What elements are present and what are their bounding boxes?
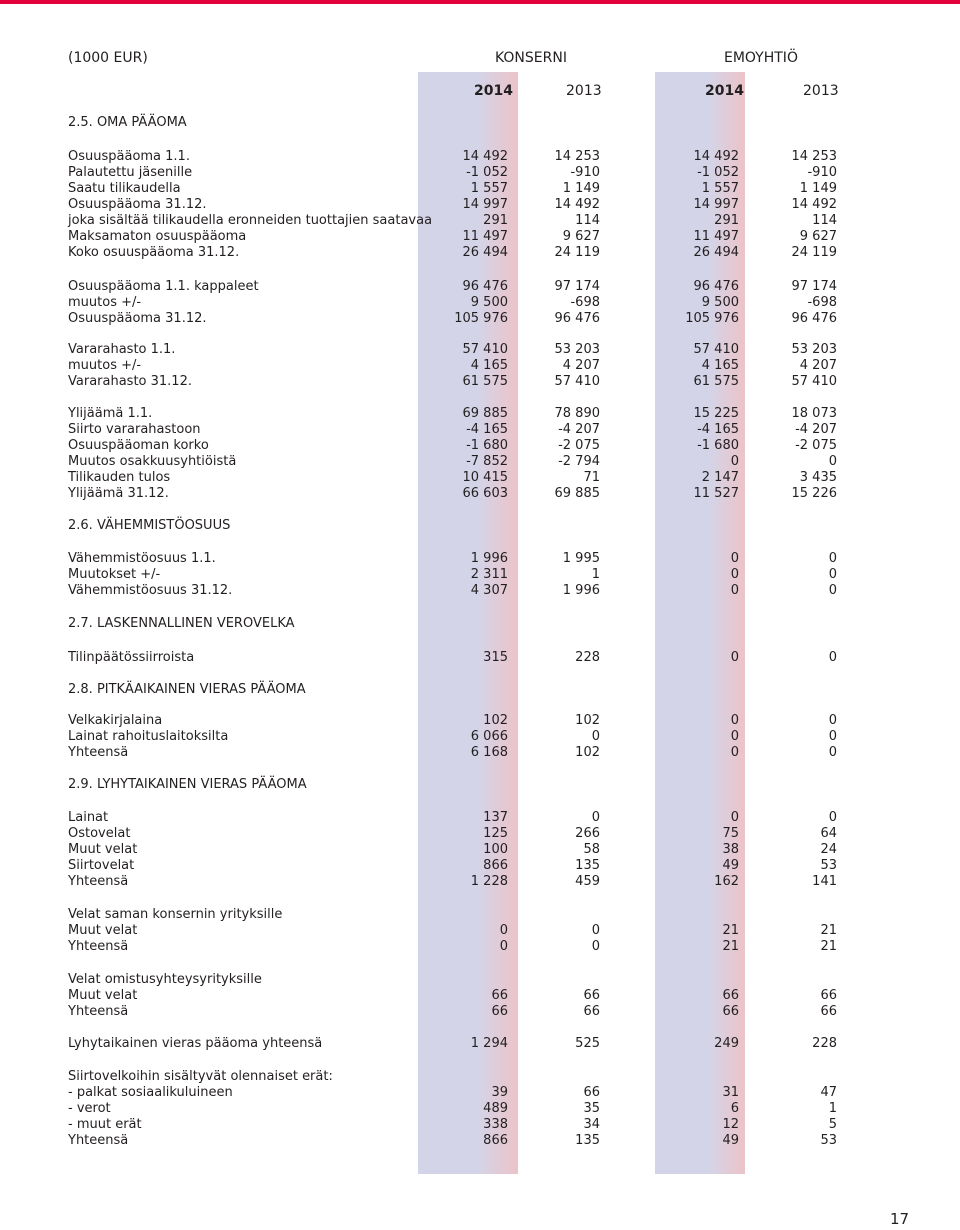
cell-emoyhtio-2013: 0 — [828, 567, 837, 582]
row-label: Koko osuuspääoma 31.12. — [68, 245, 240, 260]
cell-emoyhtio-2013: -4 207 — [795, 422, 837, 437]
row-label: Muutos osakkuusyhtiöistä — [68, 454, 237, 469]
row-label: Tilinpäätössiirroista — [68, 650, 195, 665]
cell-konserni-2013: 14 253 — [554, 149, 600, 164]
row-label: Vararahasto 31.12. — [68, 374, 192, 389]
cell-konserni-2014: -7 852 — [466, 454, 508, 469]
year-header-konserni-2013: 2013 — [566, 83, 602, 99]
row-label: Muut velat — [68, 842, 138, 857]
cell-emoyhtio-2013: 21 — [820, 923, 837, 938]
table-row — [0, 197, 960, 213]
cell-konserni-2014: 57 410 — [462, 342, 508, 357]
cell-emoyhtio-2013: 18 073 — [791, 406, 837, 421]
table-row — [0, 1004, 960, 1020]
cell-konserni-2014: 39 — [491, 1085, 508, 1100]
cell-emoyhtio-2013: 0 — [828, 713, 837, 728]
cell-konserni-2014: 61 575 — [462, 374, 508, 389]
cell-konserni-2013: 0 — [591, 939, 600, 954]
row-label: Osuuspääoma 1.1. — [68, 149, 190, 164]
cell-emoyhtio-2014: 31 — [722, 1085, 739, 1100]
cell-konserni-2013: 9 627 — [562, 229, 600, 244]
cell-konserni-2014: 866 — [483, 1133, 508, 1148]
cell-emoyhtio-2014: 96 476 — [693, 279, 739, 294]
cell-emoyhtio-2013: 0 — [828, 551, 837, 566]
cell-emoyhtio-2013: -910 — [807, 165, 837, 180]
cell-emoyhtio-2014: 75 — [722, 826, 739, 841]
cell-konserni-2014: 291 — [483, 213, 508, 228]
cell-konserni-2014: -4 165 — [466, 422, 508, 437]
table-row — [0, 1101, 960, 1117]
cell-emoyhtio-2014: 66 — [722, 988, 739, 1003]
cell-konserni-2014: 6 168 — [470, 745, 508, 760]
cell-konserni-2014: 9 500 — [470, 295, 508, 310]
cell-konserni-2013: 14 492 — [554, 197, 600, 212]
row-label: Siirtovelat — [68, 858, 135, 873]
cell-konserni-2014: 105 976 — [454, 311, 508, 326]
cell-konserni-2013: 0 — [591, 810, 600, 825]
cell-emoyhtio-2013: 96 476 — [791, 311, 837, 326]
cell-konserni-2013: 96 476 — [554, 311, 600, 326]
cell-emoyhtio-2013: 66 — [820, 988, 837, 1003]
year-header-konserni-2014: 2014 — [474, 83, 513, 99]
cell-konserni-2013: 266 — [575, 826, 600, 841]
table-row — [0, 229, 960, 245]
cell-emoyhtio-2014: -1 052 — [697, 165, 739, 180]
cell-konserni-2014: 66 — [491, 1004, 508, 1019]
cell-konserni-2013: 78 890 — [554, 406, 600, 421]
table-row — [0, 939, 960, 955]
cell-konserni-2013: 1 996 — [562, 583, 600, 598]
row-label: Ostovelat — [68, 826, 131, 841]
table-row — [0, 650, 960, 666]
cell-konserni-2014: 4 307 — [470, 583, 508, 598]
row-label: Muutokset +/- — [68, 567, 161, 582]
group-header-emoyhtio: EMOYHTIÖ — [724, 50, 798, 66]
cell-emoyhtio-2013: 14 492 — [791, 197, 837, 212]
row-label: Lyhytaikainen vieras pääoma yhteensä — [68, 1036, 323, 1051]
cell-emoyhtio-2014: 249 — [714, 1036, 739, 1051]
cell-konserni-2013: 58 — [583, 842, 600, 857]
row-label: Velat omistusyhteysyrityksille — [68, 972, 262, 987]
row-label: Siirtovelkoihin sisältyvät olennaiset erät: — [68, 1069, 333, 1084]
cell-emoyhtio-2013: 14 253 — [791, 149, 837, 164]
cell-emoyhtio-2014: 0 — [730, 583, 739, 598]
cell-emoyhtio-2013: 24 — [820, 842, 837, 857]
cell-konserni-2013: 53 203 — [554, 342, 600, 357]
table-row — [0, 149, 960, 165]
cell-konserni-2013: 135 — [575, 1133, 600, 1148]
row-label: Tilikauden tulos — [68, 470, 171, 485]
cell-konserni-2014: 69 885 — [462, 406, 508, 421]
cell-emoyhtio-2014: 11 527 — [693, 486, 739, 501]
row-label: Ylijäämä 31.12. — [68, 486, 169, 501]
row-label: Yhteensä — [68, 1133, 129, 1148]
cell-konserni-2014: 4 165 — [470, 358, 508, 373]
table-row — [0, 907, 960, 923]
cell-emoyhtio-2014: 6 — [730, 1101, 739, 1116]
cell-emoyhtio-2014: 21 — [722, 923, 739, 938]
cell-konserni-2013: 228 — [575, 650, 600, 665]
table-row — [0, 245, 960, 261]
cell-konserni-2014: 1 294 — [470, 1036, 508, 1051]
cell-emoyhtio-2014: 0 — [730, 713, 739, 728]
cell-konserni-2014: 137 — [483, 810, 508, 825]
section-title: 2.6. VÄHEMMISTÖOSUUS — [68, 518, 231, 533]
cell-emoyhtio-2013: 5 — [828, 1117, 837, 1132]
cell-emoyhtio-2013: -2 075 — [795, 438, 837, 453]
cell-konserni-2013: 114 — [575, 213, 600, 228]
row-label: Yhteensä — [68, 745, 129, 760]
cell-emoyhtio-2013: 114 — [812, 213, 837, 228]
table-row — [0, 988, 960, 1004]
cell-konserni-2013: 66 — [583, 988, 600, 1003]
cell-konserni-2014: 0 — [499, 939, 508, 954]
cell-konserni-2014: 866 — [483, 858, 508, 873]
row-label: Osuuspääoman korko — [68, 438, 209, 453]
row-label: joka sisältää tilikaudella eronneiden tuottajien saatavaa — [68, 213, 433, 228]
cell-konserni-2013: 71 — [583, 470, 600, 485]
table-row — [0, 422, 960, 438]
cell-emoyhtio-2013: 0 — [828, 583, 837, 598]
row-label: Vähemmistöosuus 1.1. — [68, 551, 216, 566]
table-row — [0, 1069, 960, 1085]
row-label: Lainat rahoituslaitoksilta — [68, 729, 229, 744]
cell-emoyhtio-2014: 15 225 — [693, 406, 739, 421]
cell-emoyhtio-2014: 0 — [730, 745, 739, 760]
cell-konserni-2013: 66 — [583, 1085, 600, 1100]
table-row — [0, 745, 960, 761]
cell-konserni-2014: 489 — [483, 1101, 508, 1116]
cell-konserni-2013: 1 149 — [562, 181, 600, 196]
row-label: Velat saman konsernin yrityksille — [68, 907, 283, 922]
row-label: - verot — [68, 1101, 111, 1116]
row-label: Muut velat — [68, 923, 138, 938]
cell-emoyhtio-2013: 141 — [812, 874, 837, 889]
row-label: Saatu tilikaudella — [68, 181, 181, 196]
cell-konserni-2014: 66 — [491, 988, 508, 1003]
cell-emoyhtio-2013: 66 — [820, 1004, 837, 1019]
row-label: Osuuspääoma 1.1. kappaleet — [68, 279, 259, 294]
cell-emoyhtio-2013: 0 — [828, 729, 837, 744]
cell-emoyhtio-2013: 0 — [828, 745, 837, 760]
cell-emoyhtio-2013: 0 — [828, 810, 837, 825]
cell-konserni-2014: 26 494 — [462, 245, 508, 260]
cell-konserni-2013: 525 — [575, 1036, 600, 1051]
cell-emoyhtio-2014: 26 494 — [693, 245, 739, 260]
cell-konserni-2014: 14 492 — [462, 149, 508, 164]
cell-emoyhtio-2013: -698 — [807, 295, 837, 310]
cell-emoyhtio-2013: 97 174 — [791, 279, 837, 294]
cell-konserni-2014: 10 415 — [462, 470, 508, 485]
table-row — [0, 454, 960, 470]
cell-emoyhtio-2014: 66 — [722, 1004, 739, 1019]
cell-emoyhtio-2013: 4 207 — [799, 358, 837, 373]
cell-konserni-2013: 35 — [583, 1101, 600, 1116]
row-label: Muut velat — [68, 988, 138, 1003]
cell-emoyhtio-2014: 49 — [722, 1133, 739, 1148]
year-header-emoyhtio-2013: 2013 — [803, 83, 839, 99]
cell-emoyhtio-2013: 24 119 — [791, 245, 837, 260]
cell-konserni-2013: 1 995 — [562, 551, 600, 566]
cell-konserni-2014: 100 — [483, 842, 508, 857]
row-label: Siirto vararahastoon — [68, 422, 201, 437]
cell-emoyhtio-2014: 291 — [714, 213, 739, 228]
cell-konserni-2013: 102 — [575, 745, 600, 760]
section-title: 2.8. PITKÄAIKAINEN VIERAS PÄÄOMA — [68, 682, 306, 697]
cell-konserni-2013: -2 794 — [558, 454, 600, 469]
cell-konserni-2014: 11 497 — [462, 229, 508, 244]
cell-konserni-2013: 69 885 — [554, 486, 600, 501]
cell-konserni-2014: 96 476 — [462, 279, 508, 294]
table-row — [0, 874, 960, 890]
table-row — [0, 342, 960, 358]
table-row — [0, 858, 960, 874]
cell-konserni-2014: 315 — [483, 650, 508, 665]
table-row — [0, 567, 960, 583]
cell-emoyhtio-2014: 21 — [722, 939, 739, 954]
row-label: Vararahasto 1.1. — [68, 342, 176, 357]
cell-emoyhtio-2014: 14 492 — [693, 149, 739, 164]
cell-konserni-2013: 0 — [591, 729, 600, 744]
row-label: Maksamaton osuuspääoma — [68, 229, 247, 244]
row-label: Yhteensä — [68, 874, 129, 889]
cell-emoyhtio-2014: 9 500 — [701, 295, 739, 310]
cell-emoyhtio-2013: 53 — [820, 858, 837, 873]
row-label: Yhteensä — [68, 1004, 129, 1019]
cell-emoyhtio-2014: 4 165 — [701, 358, 739, 373]
cell-konserni-2013: 4 207 — [562, 358, 600, 373]
cell-emoyhtio-2013: 53 — [820, 1133, 837, 1148]
section-title: 2.9. LYHYTAIKAINEN VIERAS PÄÄOMA — [68, 777, 307, 792]
table-row — [0, 181, 960, 197]
row-label: muutos +/- — [68, 358, 142, 373]
cell-emoyhtio-2013: 9 627 — [799, 229, 837, 244]
cell-emoyhtio-2014: -4 165 — [697, 422, 739, 437]
cell-konserni-2013: -698 — [570, 295, 600, 310]
row-label: Osuuspääoma 31.12. — [68, 311, 207, 326]
cell-emoyhtio-2014: 0 — [730, 551, 739, 566]
row-label: muutos +/- — [68, 295, 142, 310]
table-row — [0, 295, 960, 311]
unit-label: (1000 EUR) — [68, 50, 148, 66]
table-row — [0, 438, 960, 454]
group-header-konserni: KONSERNI — [495, 50, 567, 66]
row-label: Ylijäämä 1.1. — [68, 406, 153, 421]
table-row — [0, 358, 960, 374]
cell-emoyhtio-2014: 14 997 — [693, 197, 739, 212]
cell-konserni-2014: 1 228 — [470, 874, 508, 889]
table-row — [0, 406, 960, 422]
cell-konserni-2013: 102 — [575, 713, 600, 728]
cell-emoyhtio-2013: 1 149 — [799, 181, 837, 196]
table-row — [0, 486, 960, 502]
row-label: Palautettu jäsenille — [68, 165, 193, 180]
row-label: - palkat sosiaalikuluineen — [68, 1085, 233, 1100]
cell-emoyhtio-2013: 64 — [820, 826, 837, 841]
cell-emoyhtio-2014: 49 — [722, 858, 739, 873]
cell-emoyhtio-2014: 0 — [730, 567, 739, 582]
table-row — [0, 729, 960, 745]
table-row — [0, 311, 960, 327]
cell-konserni-2014: 338 — [483, 1117, 508, 1132]
cell-konserni-2013: 0 — [591, 923, 600, 938]
page-number: 17 — [890, 1210, 910, 1228]
cell-konserni-2013: -4 207 — [558, 422, 600, 437]
table-row — [0, 583, 960, 599]
cell-konserni-2013: -910 — [570, 165, 600, 180]
table-row — [0, 1133, 960, 1149]
row-label: - muut erät — [68, 1117, 142, 1132]
table-row — [0, 842, 960, 858]
cell-emoyhtio-2014: 0 — [730, 454, 739, 469]
row-label: Vähemmistöosuus 31.12. — [68, 583, 233, 598]
table-row — [0, 165, 960, 181]
table-row — [0, 713, 960, 729]
cell-emoyhtio-2014: 162 — [714, 874, 739, 889]
section-title: 2.5. OMA PÄÄOMA — [68, 115, 187, 130]
table-row — [0, 213, 960, 229]
table-row — [0, 1117, 960, 1133]
cell-konserni-2014: 6 066 — [470, 729, 508, 744]
row-label: Yhteensä — [68, 939, 129, 954]
cell-konserni-2013: -2 075 — [558, 438, 600, 453]
cell-emoyhtio-2013: 0 — [828, 650, 837, 665]
cell-konserni-2014: 125 — [483, 826, 508, 841]
section-title: 2.7. LASKENNALLINEN VEROVELKA — [68, 616, 295, 631]
cell-emoyhtio-2013: 47 — [820, 1085, 837, 1100]
table-row — [0, 551, 960, 567]
cell-konserni-2013: 57 410 — [554, 374, 600, 389]
table-row — [0, 1085, 960, 1101]
cell-konserni-2013: 135 — [575, 858, 600, 873]
cell-konserni-2013: 1 — [591, 567, 600, 582]
cell-konserni-2014: 1 996 — [470, 551, 508, 566]
cell-konserni-2013: 459 — [575, 874, 600, 889]
row-label: Osuuspääoma 31.12. — [68, 197, 207, 212]
cell-emoyhtio-2013: 15 226 — [791, 486, 837, 501]
cell-konserni-2014: 14 997 — [462, 197, 508, 212]
cell-konserni-2013: 97 174 — [554, 279, 600, 294]
table-row — [0, 279, 960, 295]
cell-konserni-2014: 0 — [499, 923, 508, 938]
cell-emoyhtio-2014: 105 976 — [685, 311, 739, 326]
cell-konserni-2014: -1 680 — [466, 438, 508, 453]
cell-konserni-2013: 24 119 — [554, 245, 600, 260]
cell-emoyhtio-2013: 228 — [812, 1036, 837, 1051]
cell-emoyhtio-2014: 38 — [722, 842, 739, 857]
cell-emoyhtio-2014: 1 557 — [701, 181, 739, 196]
cell-emoyhtio-2014: 0 — [730, 650, 739, 665]
cell-emoyhtio-2014: 0 — [730, 729, 739, 744]
cell-konserni-2014: 102 — [483, 713, 508, 728]
table-row — [0, 470, 960, 486]
cell-emoyhtio-2013: 53 203 — [791, 342, 837, 357]
cell-emoyhtio-2014: 12 — [722, 1117, 739, 1132]
cell-konserni-2014: 66 603 — [462, 486, 508, 501]
cell-emoyhtio-2014: 0 — [730, 810, 739, 825]
cell-emoyhtio-2014: 11 497 — [693, 229, 739, 244]
table-row — [0, 923, 960, 939]
cell-emoyhtio-2014: 2 147 — [701, 470, 739, 485]
row-label: Lainat — [68, 810, 109, 825]
cell-emoyhtio-2014: 61 575 — [693, 374, 739, 389]
cell-konserni-2014: 1 557 — [470, 181, 508, 196]
cell-emoyhtio-2013: 0 — [828, 454, 837, 469]
cell-konserni-2014: -1 052 — [466, 165, 508, 180]
top-accent-line — [0, 0, 960, 4]
cell-emoyhtio-2014: -1 680 — [697, 438, 739, 453]
cell-emoyhtio-2013: 21 — [820, 939, 837, 954]
table-row — [0, 374, 960, 390]
row-label: Velkakirjalaina — [68, 713, 163, 728]
table-row — [0, 1036, 960, 1052]
cell-konserni-2013: 66 — [583, 1004, 600, 1019]
cell-emoyhtio-2014: 57 410 — [693, 342, 739, 357]
table-row — [0, 972, 960, 988]
cell-emoyhtio-2013: 57 410 — [791, 374, 837, 389]
cell-konserni-2013: 34 — [583, 1117, 600, 1132]
cell-emoyhtio-2013: 3 435 — [799, 470, 837, 485]
year-header-emoyhtio-2014: 2014 — [705, 83, 744, 99]
table-row — [0, 826, 960, 842]
cell-emoyhtio-2013: 1 — [828, 1101, 837, 1116]
cell-konserni-2014: 2 311 — [470, 567, 508, 582]
table-row — [0, 810, 960, 826]
